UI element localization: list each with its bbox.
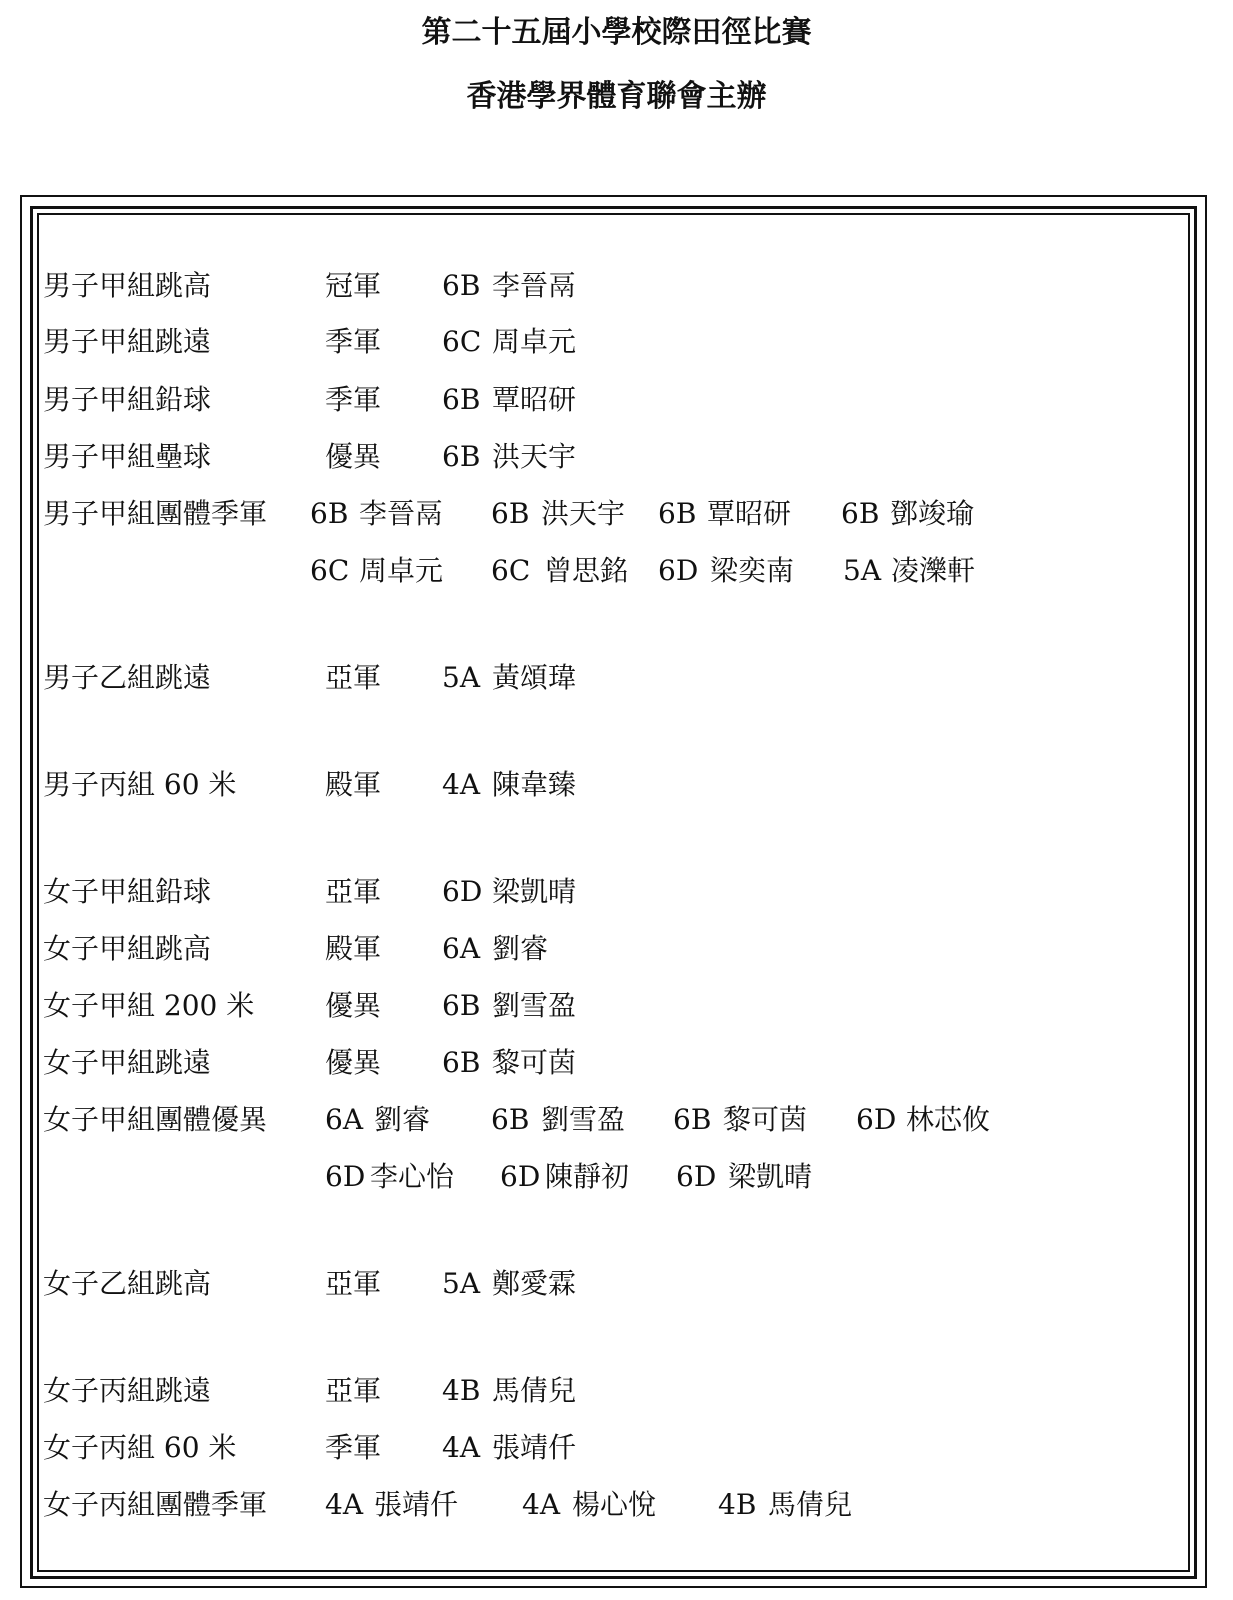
event-name: 女子甲組跳高 <box>43 932 212 965</box>
award: 優異 <box>325 1046 382 1079</box>
award: 亞軍 <box>325 661 382 694</box>
class-code: 6B <box>442 383 481 416</box>
student-name: 劉雪盈 <box>492 989 577 1022</box>
class-code: 6D <box>442 875 483 908</box>
student-name: 陳靜初 <box>545 1160 630 1193</box>
event-name: 男子乙組跳遠 <box>43 661 212 694</box>
event-name: 男子丙組 60 米 <box>43 768 237 801</box>
event-name: 女子甲組 200 米 <box>43 989 255 1022</box>
result-row <box>0 380 1233 420</box>
class-code: 6B <box>658 497 697 530</box>
student-name: 林芯攸 <box>906 1103 991 1136</box>
class-code: 4A <box>442 1431 481 1464</box>
student-name: 陳韋臻 <box>492 768 577 801</box>
award: 亞軍 <box>325 875 382 908</box>
student-name: 李晉鬲 <box>492 269 577 302</box>
student-name: 黃頌瑋 <box>492 661 577 694</box>
result-row <box>0 658 1233 698</box>
class-code: 6B <box>310 497 349 530</box>
team-row <box>0 1485 1233 1525</box>
event-name: 男子甲組鉛球 <box>43 383 212 416</box>
class-code: 6B <box>442 1046 481 1079</box>
class-code: 6C <box>491 554 531 587</box>
class-code: 4B <box>718 1488 757 1521</box>
result-row <box>0 765 1233 805</box>
team-row <box>0 1100 1233 1140</box>
award: 殿軍 <box>325 768 382 801</box>
student-name: 劉雪盈 <box>541 1103 626 1136</box>
student-name: 張靖仟 <box>492 1431 577 1464</box>
class-code: 6B <box>442 269 481 302</box>
student-name: 洪天宇 <box>492 440 577 473</box>
event-name: 女子甲組鉛球 <box>43 875 212 908</box>
result-row <box>0 437 1233 477</box>
class-code: 6B <box>491 497 530 530</box>
result-row <box>0 266 1233 306</box>
student-name: 曾思銘 <box>544 554 629 587</box>
student-name: 梁凱晴 <box>492 875 577 908</box>
award: 冠軍 <box>325 269 382 302</box>
student-name: 李晉鬲 <box>359 497 444 530</box>
class-code: 5A <box>442 1267 481 1300</box>
award: 殿軍 <box>325 932 382 965</box>
class-code: 4A <box>442 768 481 801</box>
class-code: 6D <box>676 1160 717 1193</box>
result-row <box>0 322 1233 362</box>
class-code: 5A <box>843 554 882 587</box>
student-name: 張靖仟 <box>374 1488 459 1521</box>
class-code: 6D <box>856 1103 897 1136</box>
student-name: 黎可茵 <box>492 1046 577 1079</box>
student-name: 周卓元 <box>359 554 444 587</box>
event-name: 女子丙組跳遠 <box>43 1374 212 1407</box>
event-name: 女子丙組 60 米 <box>43 1431 237 1464</box>
award: 亞軍 <box>325 1374 382 1407</box>
class-code: 6D <box>325 1160 366 1193</box>
class-code: 6D <box>500 1160 541 1193</box>
award: 季軍 <box>325 383 382 416</box>
event-name: 男子甲組團體季軍 <box>43 497 268 530</box>
organizer-subtitle: 香港學界體育聯會主辦 <box>466 79 767 114</box>
student-name: 梁奕南 <box>710 554 795 587</box>
team-row <box>0 1157 1233 1197</box>
class-code: 6B <box>442 989 481 1022</box>
class-code: 6B <box>673 1103 712 1136</box>
event-name: 女子甲組跳遠 <box>43 1046 212 1079</box>
class-code: 4B <box>442 1374 481 1407</box>
result-row <box>0 1043 1233 1083</box>
result-row <box>0 986 1233 1026</box>
event-name: 男子甲組跳遠 <box>43 325 212 358</box>
result-row <box>0 1264 1233 1304</box>
team-row <box>0 494 1233 534</box>
result-row <box>0 929 1233 969</box>
student-name: 李心怡 <box>370 1160 455 1193</box>
student-name: 楊心悅 <box>572 1488 657 1521</box>
team-row <box>0 551 1233 591</box>
student-name: 梁凱晴 <box>728 1160 813 1193</box>
student-name: 劉睿 <box>492 932 549 965</box>
result-row <box>0 1428 1233 1468</box>
student-name: 黎可茵 <box>723 1103 808 1136</box>
student-name: 覃昭研 <box>492 383 577 416</box>
class-code: 6A <box>325 1103 364 1136</box>
award: 季軍 <box>325 325 382 358</box>
award: 亞軍 <box>325 1267 382 1300</box>
class-code: 4A <box>325 1488 364 1521</box>
event-name: 女子丙組團體季軍 <box>43 1488 268 1521</box>
student-name: 覃昭研 <box>707 497 792 530</box>
event-name: 男子甲組跳高 <box>43 269 212 302</box>
student-name: 鄧竣瑜 <box>890 497 975 530</box>
student-name: 鄭愛霖 <box>492 1267 577 1300</box>
class-code: 6B <box>442 440 481 473</box>
document-title: 第二十五屆小學校際田徑比賽 <box>421 15 812 50</box>
award: 季軍 <box>325 1431 382 1464</box>
class-code: 6C <box>442 325 482 358</box>
class-code: 6B <box>491 1103 530 1136</box>
class-code: 5A <box>442 661 481 694</box>
class-code: 4A <box>522 1488 561 1521</box>
student-name: 洪天宇 <box>541 497 626 530</box>
class-code: 6A <box>442 932 481 965</box>
student-name: 周卓元 <box>492 325 577 358</box>
class-code: 6D <box>658 554 699 587</box>
event-name: 女子甲組團體優異 <box>43 1103 268 1136</box>
award: 優異 <box>325 989 382 1022</box>
result-row <box>0 1371 1233 1411</box>
event-name: 男子甲組壘球 <box>43 440 212 473</box>
student-name: 馬倩兒 <box>768 1488 853 1521</box>
award: 優異 <box>325 440 382 473</box>
student-name: 馬倩兒 <box>492 1374 577 1407</box>
student-name: 劉睿 <box>374 1103 431 1136</box>
class-code: 6B <box>841 497 880 530</box>
student-name: 凌濼軒 <box>891 554 976 587</box>
result-row <box>0 872 1233 912</box>
event-name: 女子乙組跳高 <box>43 1267 212 1300</box>
class-code: 6C <box>310 554 350 587</box>
